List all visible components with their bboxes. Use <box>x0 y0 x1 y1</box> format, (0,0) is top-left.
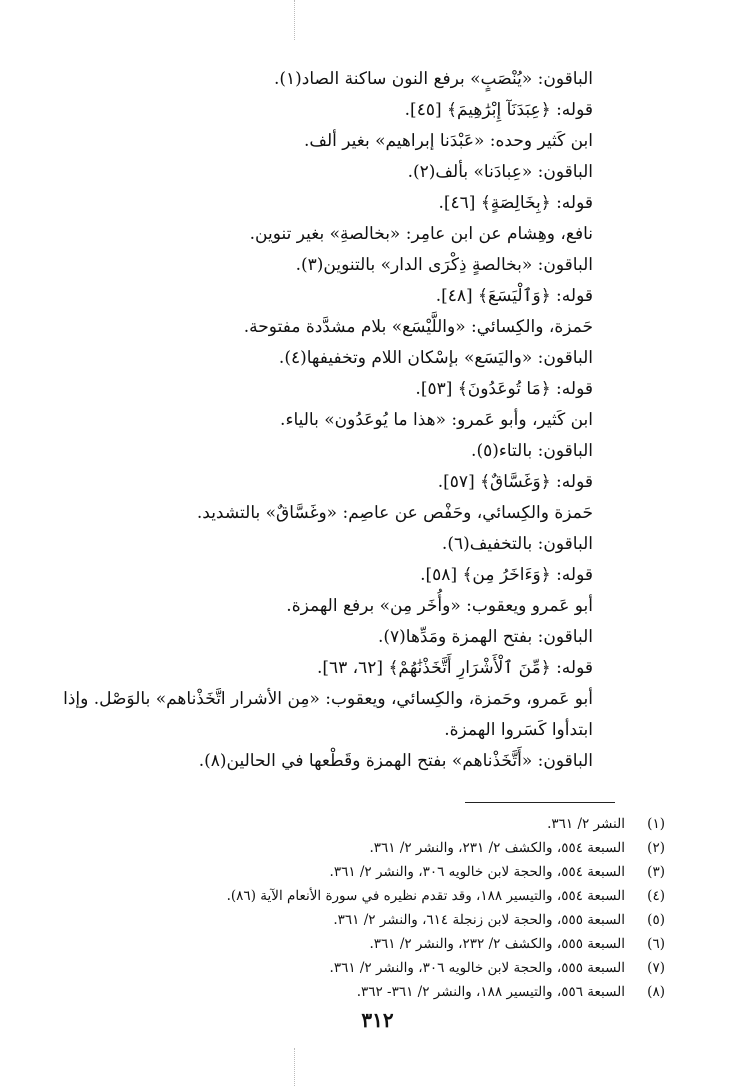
footnote <box>40 836 665 860</box>
text-line: ابن كَثير وحده: «عَبْدَنا إبراهيم» بغير ألف. <box>303 131 593 151</box>
text-line: حَمزة، والكِسائي: «واللَّيْسَع» بلام مشدَّدة مفتوحة. <box>243 317 593 337</box>
footnote-number: (٨) <box>647 984 665 1000</box>
text-line: الباقون: بالتاء(٥). <box>471 441 593 461</box>
text-line: ابن كَثير، وأبو عَمرو: «هذا ما يُوعَدُون» بالياء. <box>280 410 593 430</box>
footnote-number: (٧) <box>647 960 665 976</box>
text-line: الباقون: بفتح الهمزة ومَدِّها(٧). <box>377 627 593 647</box>
verse-line: قوله: ﴿بِخَالِصَةٍ﴾ [٤٦]. <box>438 193 593 213</box>
footnote-text: السبعة ٥٥٦، والتيسير ١٨٨، والنشر ٢/ ٣٦١- ٣٦٢. <box>356 984 625 1000</box>
text-paragraph: أبو عَمرو، وحَمزة، والكِسائي، ويعقوب: «مِن الأشرار اتَّخَذْناهم» بالوَصْل. وإذا ابتدأوا كَسَروا الهمزة. <box>63 689 593 740</box>
text-line: نافع، وهِشام عن ابن عامِر: «بخالصةِ» بغير تنوين. <box>249 224 593 244</box>
footnote <box>40 932 665 956</box>
footnote-number: (١) <box>647 816 665 832</box>
page-number: ٣١٢ <box>361 1008 394 1032</box>
footnote-number: (٢) <box>647 840 665 856</box>
text-line: الباقون: «بخالصةٍ ذِكْرَى الدار» بالتنوين(٣). <box>295 255 593 275</box>
text-line: الباقون: «أَتَّخَذْناهم» بفتح الهمزة وقَطْعها في الحالين(٨). <box>198 751 593 771</box>
footnote-text: النشر ٢/ ٣٦١. <box>547 816 625 832</box>
text-line: أبو عَمرو ويعقوب: «وأُخَر مِن» برفع الهمزة. <box>286 596 593 616</box>
footnotes <box>40 812 665 1004</box>
verse-line: قوله: ﴿عِبَدَنَآ إِبْرَٰهِيمَ﴾ [٤٥]. <box>404 100 593 120</box>
verse-line: قوله: ﴿مِّنَ ٱلْأَشْرَارِ أَتَّخَذْنَٰهُمْ﴾ [٦٢، ٦٣]. <box>316 658 593 678</box>
text-line: الباقون: «واليَسَع» بإسْكان اللام وتخفيفها(٤). <box>278 348 593 368</box>
footnote-text: السبعة ٥٥٥، والحجة لابن خالويه ٣٠٦، والنشر ٢/ ٣٦١. <box>329 960 625 976</box>
scan-artifact <box>294 0 297 40</box>
footnote-text: السبعة ٥٥٥، والكشف ٢/ ٢٣٢، والنشر ٢/ ٣٦١. <box>369 936 625 952</box>
footnote <box>40 980 665 1004</box>
verse-line: قوله: ﴿وَغَسَّاقٌ﴾ [٥٧]. <box>437 472 593 492</box>
footnote <box>40 860 665 884</box>
text-line: الباقون: «عِبادَنا» بألف(٢). <box>407 162 593 182</box>
verse-line: قوله: ﴿وَٱلْيَسَعَ﴾ [٤٨]. <box>435 286 593 306</box>
footnote <box>40 908 665 932</box>
main-text <box>44 64 615 777</box>
footnote <box>40 884 665 908</box>
footnote-text: السبعة ٥٥٥، والحجة لابن زنجلة ٦١٤، والنشر ٢/ ٣٦١. <box>333 912 625 928</box>
text-line: الباقون: «يُنْصَبٍ» برفع النون ساكنة الصاد(١). <box>273 69 593 89</box>
footnote-number: (٥) <box>647 912 665 928</box>
footnote <box>40 812 665 836</box>
verse-line: قوله: ﴿مَا تُوعَدُونَ﴾ [٥٣]. <box>415 379 593 399</box>
text-line: حَمزة والكِسائي، وحَفْص عن عاصِم: «وغَسَّاقٌ» بالتشديد. <box>196 503 593 523</box>
footnote-number: (٦) <box>647 936 665 952</box>
verse-line: قوله: ﴿وَءَاخَرُ مِن﴾ [٥٨]. <box>420 565 593 585</box>
footnote <box>40 956 665 980</box>
footnote-text: السبعة ٥٥٤، والتيسير ١٨٨، وقد تقدم نظيره في سورة الأنعام الآية (٨٦). <box>226 888 625 904</box>
text-line: الباقون: بالتخفيف(٦). <box>441 534 593 554</box>
footnote-text: السبعة ٥٥٤، والكشف ٢/ ٢٣١، والنشر ٢/ ٣٦١. <box>369 840 625 856</box>
scan-artifact <box>294 1048 297 1086</box>
footnote-number: (٣) <box>647 864 665 880</box>
footnote-text: السبعة ٥٥٤، والحجة لابن خالويه ٣٠٦، والنشر ٢/ ٣٦١. <box>329 864 625 880</box>
footnote-separator <box>465 802 615 803</box>
footnote-number: (٤) <box>647 888 665 904</box>
